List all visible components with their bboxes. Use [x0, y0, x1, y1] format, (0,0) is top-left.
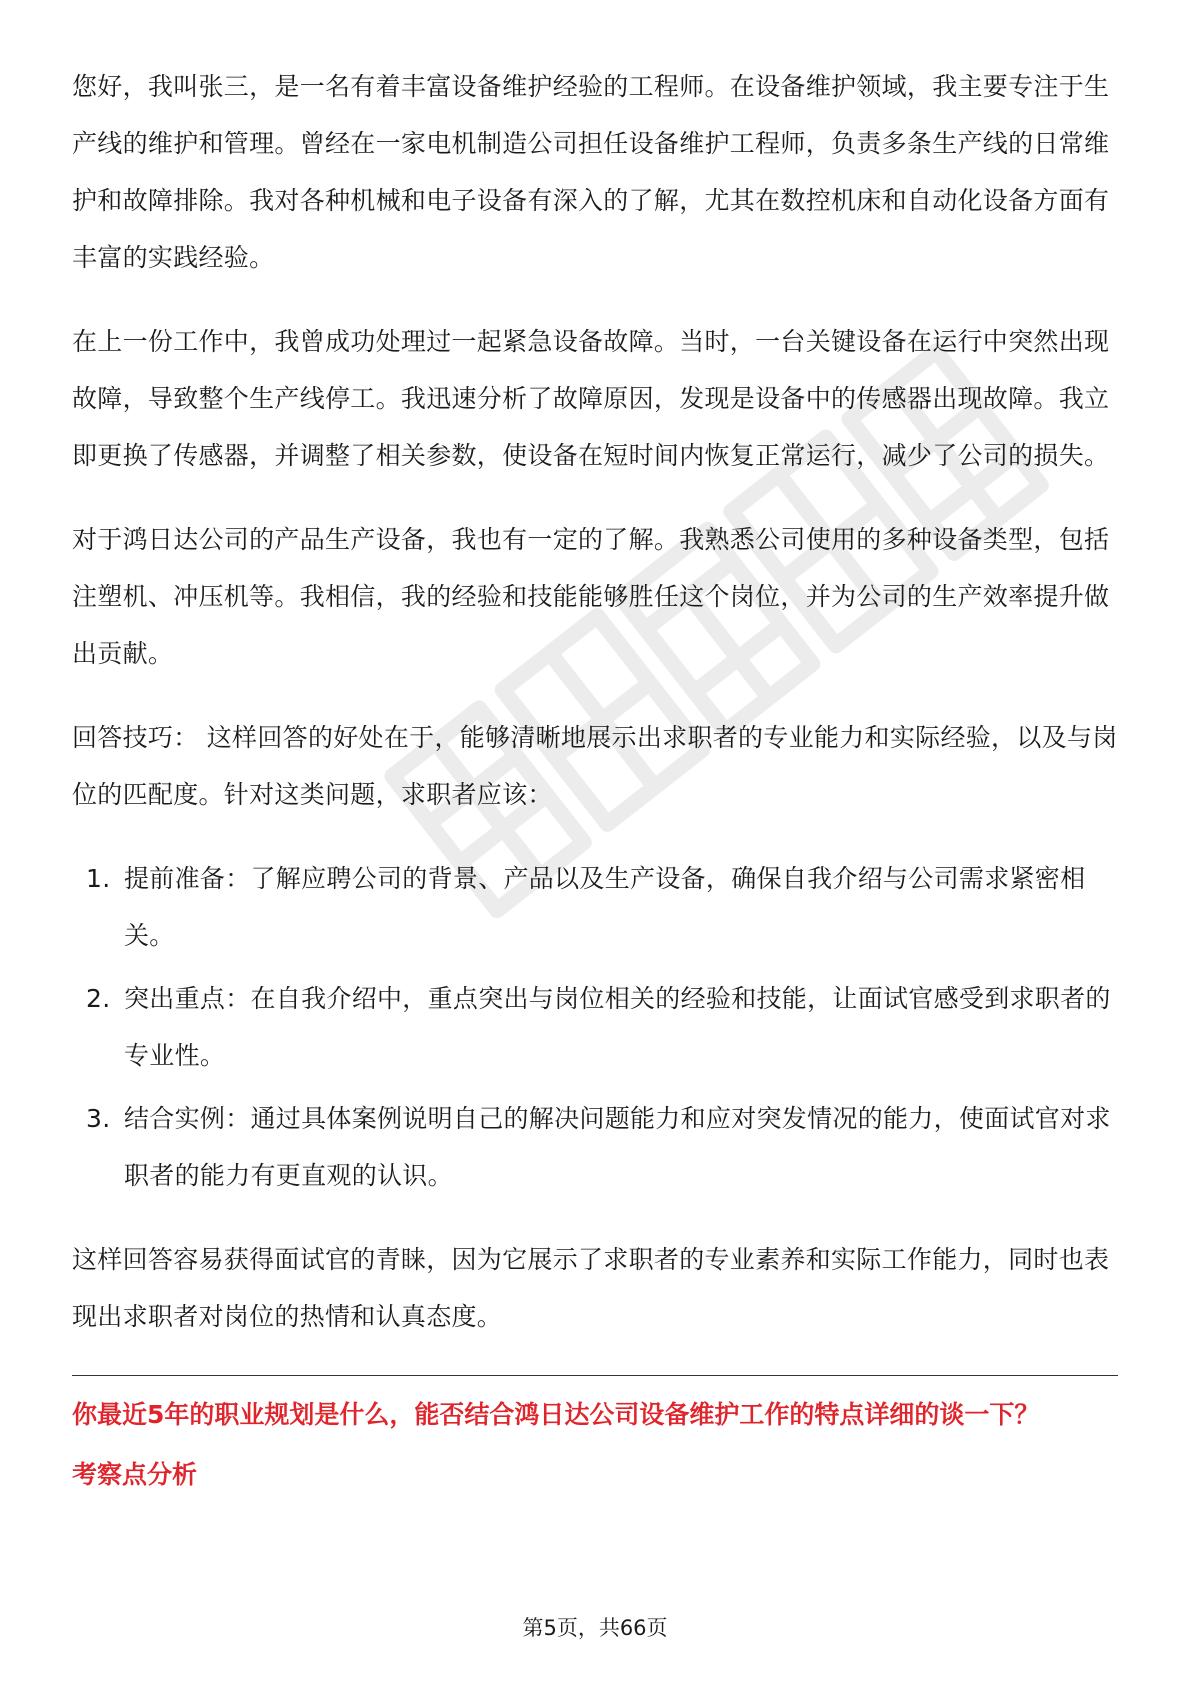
list-item-number: 1.: [86, 864, 111, 893]
list-item-text: 突出重点：在自我介绍中，重点突出与岗位相关的经验和技能，让面试官感受到求职者的专业性。: [124, 984, 1111, 1070]
conclusion-paragraph: 这样回答容易获得面试官的青睐，因为它展示了求职者的专业素养和实际工作能力，同时也表现出求职者对岗位的热情和认真态度。: [72, 1245, 1110, 1331]
list-item-text: 提前准备：了解应聘公司的背景、产品以及生产设备，确保自我介绍与公司需求紧密相关。: [124, 864, 1086, 950]
experience-paragraph: 在上一份工作中，我曾成功处理过一起紧急设备故障。当时，一台关键设备在运行中突然出现故障，导致整个生产线停工。我迅速分析了故障原因，发现是设备中的传感器出现故障。我立即更换了传感器，并调整了相关参数，使设备在短时间内恢复正常运行，减少了公司的损失。: [72, 327, 1110, 470]
list-item: [72, 970, 1118, 1084]
analysis-subheading: 考察点分析: [72, 1460, 198, 1489]
list-item-text: 结合实例：通过具体案例说明自己的解决问题能力和应对突发情况的能力，使面试官对求职者的能力有更直观的认识。: [124, 1104, 1111, 1190]
intro-paragraph: 您好，我叫张三，是一名有着丰富设备维护经验的工程师。在设备维护领域，我主要专注于生产线的维护和管理。曾经在一家电机制造公司担任设备维护工程师，负责多条生产线的日常维护和故障排除。我对各种机械和电子设备有深入的了解，尤其在数控机床和自动化设备方面有丰富的实践经验。: [72, 72, 1110, 272]
list-item-number: 2.: [86, 984, 111, 1013]
answer-tips-paragraph: 回答技巧： 这样回答的好处在于，能够清晰地展示出求职者的专业能力和实际经验，以及与岗位的匹配度。针对这类问题，求职者应该：: [72, 723, 1118, 809]
list-item: [72, 850, 1118, 964]
company-paragraph: 对于鸿日达公司的产品生产设备，我也有一定的了解。我熟悉公司使用的多种设备类型，包括注塑机、冲压机等。我相信，我的经验和技能能够胜任这个岗位，并为公司的生产效率提升做出贡献。: [72, 525, 1110, 668]
interview-question-heading: 你最近5年的职业规划是什么，能否结合鸿日达公司设备维护工作的特点详细的谈一下？: [72, 1400, 1040, 1429]
list-item: [72, 1090, 1118, 1204]
document-body: [72, 58, 1118, 1496]
page-number-footer: 第5页，共66页: [522, 1616, 668, 1640]
tips-list: [72, 850, 1118, 1204]
list-item-number: 3.: [86, 1104, 111, 1133]
section-divider: [72, 1375, 1118, 1376]
